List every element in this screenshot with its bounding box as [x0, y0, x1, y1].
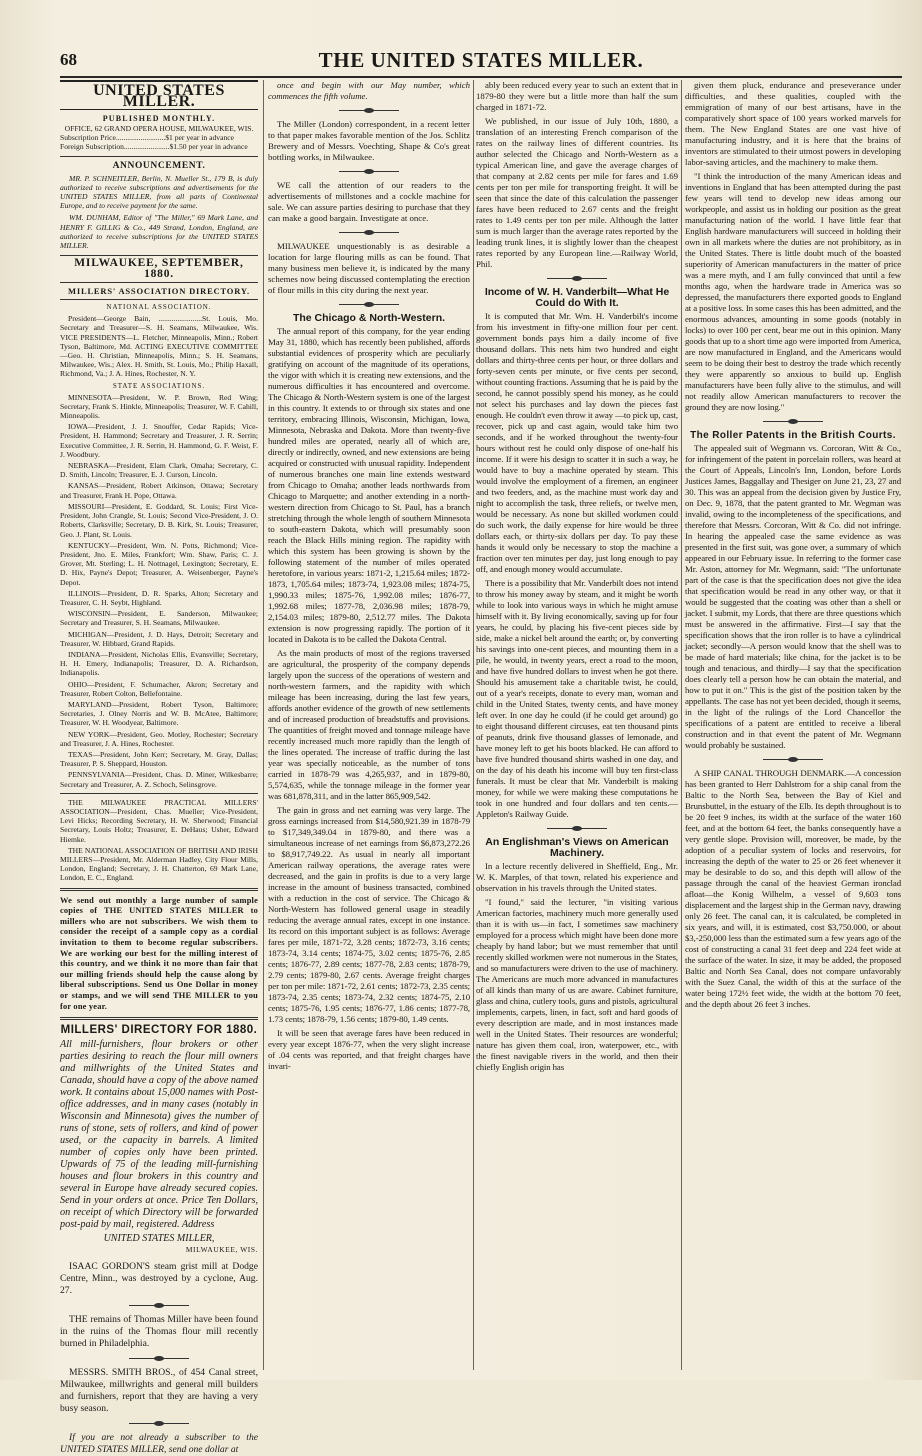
- article-headline: Income of W. H. Vanderbilt—What He Could do With It.: [484, 286, 670, 309]
- ornament-divider: [763, 418, 823, 425]
- paper-title-box: UNITED STATES MILLER.: [60, 80, 258, 110]
- paragraph: WE call the attention of our readers to the advertisements of millstones and a cockle machine for sale. We can assure parties desiring to purchase that they can make a good bargain. Investigate at once.: [268, 180, 470, 223]
- millers-directory-city: MILWAUKEE, WIS.: [185, 1245, 258, 1255]
- article-paragraph: "I found," said the lecturer, "in visiting various American factories, machinery much more generally used than it is with us—in fact, I sometimes saw machinery employed for a process which might have been done more cheaply by hand labor; but we must remember that until recently skilled workmen were not numerous in the States, and so manufacturers were driven to the use of machinery. The Americans are much more advanced in manufactures of all kinds than many of us are aware. Cabinet furniture, glass and china, cutlery tools, guns and pistols, agricultural implements, carpets, linen, in fact, soft and hard goods of every description are made, and in most instances made well in the United States. Their resources are wonderful; nature has given them coal, iron, waterpower, etc., with the finest navigable rivers in the world, and then their chiefly English origin has: [476, 897, 678, 1072]
- ornament-divider: [339, 301, 399, 308]
- directory-subhead: NATIONAL ASSOCIATION.: [106, 303, 212, 312]
- directory-entry: THE NATIONAL ASSOCIATION OF BRITISH AND IRISH MILLERS—President, Mr. Alderman Hadley, City Flour Mills, London, England; Secretary, J. H. Chatterton, 69 Mark Lane, London, E. C., England.: [60, 845, 258, 883]
- article-headline: The Chicago & North-Western.: [292, 312, 446, 324]
- subscription-price: Subscription Price..........................$1 per year in advance: [60, 133, 234, 143]
- double-divider: [60, 1017, 258, 1020]
- directory-entry: ILLINOIS—President, D. R. Sparks, Alton; Secretary and Treasurer, C. H. Seybt, Highland.: [60, 588, 258, 607]
- published-line: PUBLISHED MONTHLY.: [102, 114, 216, 123]
- continued-text: once and begin with our May number, which commences the fifth volume.: [268, 80, 470, 101]
- directory-entry: THE MILWAUKEE PRACTICAL MILLERS' ASSOCIATION—President, Chas. Mueller; Vice-President, Levi Hicks; Recording Secretary, H. W. Sherwood; Financial Secretary, Louis Holtz; Treasurer, E. DeHaus; Usher, Edward Hiemke.: [60, 797, 258, 844]
- paragraph: MILWAUKEE unquestionably is as desirable a location for large flouring mills as can be found. That many business men believe it, is indicated by the many schemes now being discussed contemplating the erection of flour mills in this city during the next year.: [268, 241, 470, 295]
- directory-entry: MICHIGAN—President, J. D. Hays, Detroit; Secretary and Treasurer, W. Hibbard, Grand Rapids.: [60, 629, 258, 648]
- column-rule: [473, 80, 474, 1370]
- column-rule: [681, 80, 682, 1370]
- ornament-divider: [763, 756, 823, 763]
- masthead: [60, 48, 902, 74]
- ornament-divider: [129, 1302, 189, 1309]
- announcement-text: MR. P. SCHNEITLER, Berlin, N. Mueller St., 179 B, is duly authorized to receive subscriptions and advertisements for the UNITED STATES MILLER, from all parts of Continental Europe, and to receive payment for the same.: [60, 173, 258, 211]
- running-head: THE UNITED STATES MILLER.: [318, 48, 644, 72]
- news-item: If you are not already a subscriber to the UNITED STATES MILLER, send one dollar at: [60, 1432, 258, 1456]
- directory-entry: NEBRASKA—President, Elam Clark, Omaha; Secretary, C. D. Smith, Lincoln; Treasurer, E. J. Curson, Lincoln.: [60, 461, 258, 480]
- directory-entry: PENNSYLVANIA—President, Chas. D. Miner, Wilkesbarre; Secretary and Treasurer, A. Z. Schoch, Selinsgrove.: [60, 770, 258, 789]
- directory-entry: KANSAS—President, Robert Atkinson, Ottawa; Secretary and Treasurer, Frank H. Pope, Ottawa.: [60, 481, 258, 500]
- paragraph: The Miller (London) correspondent, in a recent letter to that paper makes favorable mention of the Jos. Schlitz Brewery and of Messrs. Voechting, Shape & Co's great bottling works, in Milwaukee.: [268, 119, 470, 162]
- continued-text: given them pluck, endurance and preseverance under difficulties, and these qualities, coupled with the emmigration of many of our best artisans, have in the comparatively short space of 100 years worked marvels for them. The New England States are one vast hive of manufacturing industry, and it is here that the brains of inventors are stimulated to their utmost powers in developing labor-saving articles, and the machinery to make them.: [685, 80, 901, 167]
- news-item: ISAAC GORDON'S steam grist mill at Dodge Centre, Minn., was destroyed by a cyclone, Aug. 27.: [60, 1261, 258, 1297]
- article-paragraph: It will be seen that average fares have been reduced in every year except 1876-77, when the very slight increase of .04 cents was reported, and that freight charges have invari-: [268, 1028, 470, 1071]
- millers-directory-text: All mill-furnishers, flour brokers or other parties desiring to reach the flour mill owners and millwrights of the United States and Canada, should have a copy of the above named work. It contains about 15,000 names with Post-office addresses, and in many cases (notably in Wisconsin and Minnesota) gives the number of runs of stone, sets of rollers, and kind of power used, or the capacity in barrels. A limited number of copies only have been printed. Upwards of 75 of the leading mill-furnishing houses and flour brokers in this country and several in Europe have already secured copies. Send in your orders at once. Price Ten Dollars, on receipt of which Directory will be forwarded post-paid by mail, registered. Address: [60, 1039, 258, 1231]
- column-1: [60, 80, 258, 1456]
- directory-entry: MINNESOTA—President, W. P. Brown, Red Wing; Secretary, Frank S. Hinkle, Minneapolis; Treasurer, W. F. Cahill, Minneapolis.: [60, 392, 258, 421]
- directory-entry: IOWA—President, J. J. Snouffer, Cedar Rapids; Vice-President, H. Hammond; Secretary and Treasurer, J. R. Serrin; Executive Committee, J. R. Serrin, H. Hammond, G. F. Weist, F. J. Woodbury.: [60, 422, 258, 459]
- directory-subhead: STATE ASSOCIATIONS.: [112, 381, 206, 390]
- article-paragraph: The gain in gross and net earning was very large. The gross earnings increased from $14,580,921.39 in 1878-79 to $17,349,349.04 in 1879-80, and there was a simultaneous increase of net earnings from $6,873,272.26 to $8,917,749.22. As usual in nearly all important American railway operations, the average rates were decreased, and the gain in profits is due to a very large increase in the amount of business transacted, combined with a reduction in the cost of service. The Chicago & North-Western has followed general usage in steadily reducing the average annual rates, except in one instance. Its record on this important subject is as follows: Average fares per mile, 1871-72, 3.28 cents; 1872-73, 3.16 cents; 1873-74, 3.14 cents; 1874-75, 3.02 cents; 1875-76, 2.85 cents; 1876-77, 2.89 cents; 1877-78, 2.83 cents; 1878-79, 2.79 cents; 1879-80, 2.67 cents. Average freight charges per ton per mile: 1871-72, 2.61 cents; 1872-73, 2.35 cents; 1873-74, 2.35 cents; 1873-74, 2.32 cents; 1874-75, 2.10 cents; 1875-76, 1.95 cents; 1876-77, 1.86 cents; 1877-78, 1.73 cents; 1878-79, 1.56 cents; 1879-80, 1.49 cents.: [268, 805, 470, 1024]
- column-4: [685, 80, 901, 1370]
- ornament-divider: [129, 1420, 189, 1427]
- ornament-divider: [547, 825, 607, 832]
- announcement-text: WM. DUNHAM, Editor of "The Miller," 69 Mark Lane, and HENRY F. GILLIG & Co., 449 Strand, London, England, are authorized to receive subscriptions for the UNITED STATES MILLER.: [60, 213, 258, 251]
- article-paragraph: As the main products of most of the regions traversed are agricultural, the prosperity of the company depends largely upon the success of the operations of western and north-western farmers, and the rapidity with which mileage has been increasing, during the last few years, affords another evidence of the growth of new settlements and of increased production of breadstuffs and provisions. The quantities of freight moved and tonnage mileage have recently increased much more rapidly than the length of the lines operated. The increase of traffic during the last year was specially noticeable, as the number of tons carried in 1878-79 was 4,265,937, and in 1879-80, 5,574,635, while the tonnage mileage in the former year was 681,878,311, and in the latter 865,909,542.: [268, 648, 470, 801]
- column-rule: [263, 80, 264, 1370]
- directory-entry: WISCONSIN—President, E. Sanderson, Milwaukee; Secretary and Treasurer, S. H. Seamans, Milwaukee.: [60, 609, 258, 628]
- article-paragraph: The annual report of this company, for the year ending May 31, 1880, which has recently been published, affords substantial evidences of prosperity which are peculiarly gratifying on account of the magnitude of its operations, the vigor with which it is creating new extensions, and the numerous difficulties it has encountered and overcome. The Chicago & North-Western system is one of the largest in this country. It extends to or through six states and one territory, embracing Illinois, Wisconsin, Michigan, Iowa, Minnesota, Nebraska and Dakota. More than twenty-five hundred miles are operated, nearly all of which are, directly or indirectly, owned, and new extensions are being acquired or constructed with unusual rapidity. Independent of numerous branches one main line extends westward from Chicago to Omaha; another leads northwards from Chicago to Marquette; and another extending in a north-western direction from Chicago to St. Paul, has a branch stretching through the whole length of southern Minnesota to south-eastern Dakota, which will presumably soon reach the Black Hills mining region. The rapidity with which this system has been growing is shown by the following statement of the number of miles operated heretofore, in various years: 1871-2, 1,215.64 miles; 1872-1873, 1,705.64 miles; 1873-74, 1,923.08 miles; 1874-75, 1,990.33 miles; 1875-76, 1,992.08 miles; 1876-77, 1,992.68 miles; 1877-78, 2,036.98 miles; 1878-79, 2,154.03 miles; 1879-80, 2,512.77 miles. The Dakota extension is now progressing rapidly. The portion of it located in Dakota is to be called the Dakota Central.: [268, 326, 470, 644]
- column-3: [476, 80, 678, 1370]
- page-number: 68: [60, 50, 77, 69]
- directory-entry: NEW YORK—President, Geo. Motley, Rochester; Secretary and Treasurer, J. A. Hines, Rochester.: [60, 729, 258, 748]
- article-paragraph: A SHIP CANAL THROUGH DENMARK.—A concession has been granted to Herr Dahlstrom for a ship canal from the Baltic to the North Sea, between the Bay of Kiel and Brunsbuttel, in the estuary of the Elb. Its depth throughout is to be 20 feet 9 inches, its width at the surface of the water 160 feet, and at the bottom 64 feet, the banks consequently have a very gentle slope. Provision will, moreover, be made, by the adoption of a peculiar system of locks and reservoirs, for increasing the depth of the water to 25 or 26 feet whenever it may be desirable to do so, and this depth will allow of the passage through the canal of the heaviest German ironclad afloat—the Konig Wilhelm, a vessel of 9,603 tons displacement and the largest ship in the German navy, drawing only 26 feet. The canal can, it is calculated, be completed in six years, and will, it is estimated, cost $3,750.000, or about $3,-250,000 less than the estimated sum a few years ago of the cost of constructing a canal 31 feet deep and 224 feet wide at the surface of the water. In size, it may be added, the proposed Baltic and North Sea Canal, does not compare unfavorably with the Suez Canal, the width of this at the surface of the water being 172½ feet wide, the width at the bottom 70 feet, and the depth about 26 feet 3 inches.: [685, 768, 901, 1009]
- article-paragraph: It is computed that Mr. Wm. H. Vanderbilt's income from his investment in fifty-one million four per cent. government bonds pays him a daily income of five thousand dollars. This nets him two hundred and eight dollars and thirty-three cents per hour, or three dollars and forty-seven cents per minute, or five cents per second, without counting fractions. Assuming that he is paid by the second, he cannot possibly spend his money, as he could not select his purchases and lay down the pieces fast enough. He couldn't even throw it away —to pick up, cast, recover, pick up and cast again, would take him two seconds, and if he worked throughout the twenty-four hours without rest he could only dispose of one-half his income. If it were his design to scatter it in such a way, he would have to buy a machine operated by steam. This would involve the employment of a firemen, an engineer and two feeders, and, as the machine must work day and night to accomplish the task, three reliefs, or twelve men, would be necessary. As none but skilled workmen could do such work, the daily expense for hire would be three dollars each, or thirty-six dollars per day. To pay these hands it would only be necessary to stop the machine a fraction over ten minutes per day, just long enough to pay off, and enough money would accumulate.: [476, 311, 678, 574]
- double-divider: [60, 888, 258, 891]
- article-paragraph: We published, in our issue of July 10th, 1880, a translation of an interesting French comparison of the rates on the railway lines of different countries. Its author selected the Chicago and North-Western as a typical American line, and gave the average charges of that company at 2.82 cents per mile for fares and 1.69 cents per ton per mile for transporting freight. It will be seen that since the date of this calculation the passenger fares have been reduced to 2.67 cents and the freight rates to 1.49 cents per ton per mile. Although the latter sum is much larger than the average rates reported by the leading trunk lines, it is slightly lower than the cheapest rates reported by any European line.—Railway World, Phil.: [476, 116, 678, 269]
- millers-directory-title: MILLERS' DIRECTORY FOR 1880.: [60, 1024, 258, 1037]
- directory-entry: President—George Bain, .......................St. Louis, Mo. Secretary and Treasurer—S. H. Seamans, Milwaukee, Wis. VICE PRESIDENTS—L. Fletcher, Minneapolis, Minn.; Robert Tyson, Baltimore, Md. ACTING EXECUTIVE COMMITTEE—Geo. H. Christian, Minneapolis, Minn.; S. H. Seamans, Milwaukee, Wis.; Alex. H. Smith, St. Louis, Mo.; Philip Haxall, Richmond, Va.; J. A. Hines, Rochester, N. Y.: [60, 314, 258, 379]
- ornament-divider: [339, 107, 399, 114]
- ornament-divider: [339, 168, 399, 175]
- news-item: MESSRS. SMITH BROS., of 454 Canal street, Milwaukee, millwrights and general mill builders and furnishers, report that they are having a very busy season.: [60, 1367, 258, 1415]
- article-headline: The Roller Patents in the British Courts.: [690, 430, 896, 441]
- foreign-subscription-price: Foreign Subscription........................$1.50 per year in advance: [60, 142, 248, 152]
- article-headline: An Englishman's Views on American Machinery.: [485, 836, 669, 859]
- announcement-title: ANNOUNCEMENT.: [112, 160, 206, 171]
- ornament-divider: [129, 1355, 189, 1362]
- dateline: MILWAUKEE, SEPTEMBER, 1880.: [60, 255, 258, 283]
- directory-entry: MARYLAND—President, Robert Tyson, Baltimore; Secretaries, J. Olney Norris and W. B. McAtee, Baltimore; Treasurer, W. H. Woodyear, Baltimore.: [60, 699, 258, 728]
- directory-entry: INDIANA—President, Nicholas Ellis, Evansville; Secretary, H. H. Emery, Indianapolis; Treasurer, D. A. Richardson, Indianapolis.: [60, 649, 258, 678]
- ornament-divider: [547, 275, 607, 282]
- directory-entry: OHIO—President, F. Schumacher, Akron; Secretary and Treasurer, Robert Colton, Bellefontaine.: [60, 679, 258, 698]
- column-2: [268, 80, 470, 1370]
- article-paragraph: In a lecture recently delivered in Sheffield, Eng., Mr. W. K. Marples, of that town, related his experience and observation in his travels through the United states.: [476, 861, 678, 893]
- article-paragraph: "I think the introduction of the many American ideas and inventions in England that has been attempted during the past few years will tend to develop new ideas among our workpeople, and assist us in holding our position as the great manufacturing nation of the world. I have little fear that English hardware manufacturers will succeed in holding their own in all markets where the duties are not prohibitory, as in the United States. There is little doubt much of the boasted superiority of American manufacturers in the matter of price was a mere myth, and I am fully convinced that until a few months ago, when the hardware trade in America was so depressed, the manufacturers there exported goods to England at a positive loss. In some cases this has been admitted, and the enormous advances, amounting in some goods (notably in locks) to over 100 per cent, bear me out in this opinion. Many goods that up to a short time ago were imported from America, are now manufactured in England, and the Americans would seem to be doing their best to destroy the trade which recently they were apparently so anxious to build up. English manufacturers have been fully alive to the stimulus, and will not readily allow American manufacturers to recover the ground they are now losing.": [685, 171, 901, 412]
- sample-copy-notice: We send out monthly a large number of sample copies of THE UNITED STATES MILLER to millers who are not subscribers. We wish them to consider the receipt of a sample copy as a cordial invitation to them to become regular subscribers. We are working our best for the milling interest of this country, and we think it no more than fair that our milling friends should help the cause along by liberal subscriptions. Send us One Dollar in money or stamps, and we will send THE MILLER to you for one year.: [60, 895, 258, 1011]
- millers-directory-address: UNITED STATES MILLER,: [103, 1233, 215, 1245]
- news-item: THE remains of Thomas Miller have been found in the ruins of the Thomas flour mill recently burned in Philadelphia.: [60, 1314, 258, 1350]
- directory-title: MILLERS' ASSOCIATION DIRECTORY.: [60, 286, 258, 300]
- directory-entry: TEXAS—President, John Kerr; Secretary, M. Gray, Dallas; Treasurer, P. S. Sheppard, Houston.: [60, 749, 258, 769]
- divider: [60, 793, 258, 794]
- masthead-rule: [60, 76, 902, 78]
- directory-entry: KENTUCKY—President, Wm. N. Potts, Richmond; Vice-President, Jno. E. Miles, Frankfort; Wm. Shaw, Paris; C. J. Grover, Mt. Sterling; L. H. Nottnagel, Lexington; Secretary, E. D. Hix, Payne's Depot; Treasurer, A. Weisenberger, Payne's Depot.: [60, 540, 258, 587]
- article-paragraph: There is a possibility that Mr. Vanderbilt does not intend to throw his money away by steam, and it might be worth while to look into various ways in which he might amuse himself with it. By living economically, saving up for four years, he could, by placing his five-cent pieces side by side, make a nickel belt around the earth; or, by converting his savings into one-cent pieces, and mounting them in a pile, he would, in twenty years, erect a road to the moon, and have five hundred dollars to invest when he got there. Should his amusement take a charitable twist, he could, out of a year's receipts, donate to every man, woman and child in the United States, twenty cents, and have money left over. In one day he could (if he could get around) go to eight thousand different circuses, eat ten thousand pints of peanuts, drink five thousand glasses of lemonade, and have money left to get his boots blacked. He can afford to have five hundred thousand shirts washed in one day, and on the day of his death his income will buy ten first-class funerals. It must be clear that Mr. Vanderbilt is making money, for while we were making these computations he took in one hundred and four dollars and ten cents.—Appleton's Railway Guide.: [476, 578, 678, 819]
- divider: [60, 156, 258, 157]
- office-line: OFFICE, 62 GRAND OPERA HOUSE, MILWAUKEE, WIS.: [64, 124, 254, 133]
- directory-entry: MISSOURI—President, E. Goddard, St. Louis; First Vice-President, John Crangle, St. Louis; Second Vice-President, J. O. Roberts, Clarksville; Secretary, D. B. Kirk, St. Louis; Treasurer, Geo. J. Plant, St. Louis.: [60, 501, 258, 539]
- article-paragraph: The appealed suit of Wegmann vs. Corcoran, Witt & Co., for infringement of the patent in porcelain rollers, was heard at the Court of Appeals, Lincoln's Inn, London, before Lords Justices James, Baggallay and Thesiger on June 21, 23, 27 and 30. This was an appeal from the decision given by Justice Fry, on Dec. 9, 1878, that the patent granted to Mr. Wegman was invalid, owing to the incompleteness of the specifications, and therefore that Messrs. Corcoran, Witt & Co. did not infringe. In hearing the appealed case the same evidence as was presented in the first suit, was gone over, a summary of which appeared in our February issue. In referring to the former case Mr. Aston, attorney for Mr. Wegmann, said: "The unfortunate part of the case is that the specification does not give the idea that specification would be read in any other way, or that it would be suggested that the coating was other than a shell or jacket. I submit, my Lords, that there are three questions which must be answered in the affirmative. First—I say that the specification shows that the iron roller is to have a cylindrical jacket; secondly—A person would know that the shell was to be made of hard materials; like china, for the jacket is to be tough and tenacious, and thirdly—I say that the specification does clearly tell a person how he can obtain the material, and how to put it on." This is the gist of the position taken by the appellants. The case has not yet been decided, though it seems, in the light of the rulings of the Lord Chancellor the specifications of a patent are entitled to receive a liberal construction and in that event the patent of Mr. Wegmann would probably be sustained.: [685, 443, 901, 750]
- continued-text: ably been reduced every year to such an extent that in 1879-80 they were but a little more than half the sum charged in 1871-72.: [476, 80, 678, 112]
- ornament-divider: [339, 229, 399, 236]
